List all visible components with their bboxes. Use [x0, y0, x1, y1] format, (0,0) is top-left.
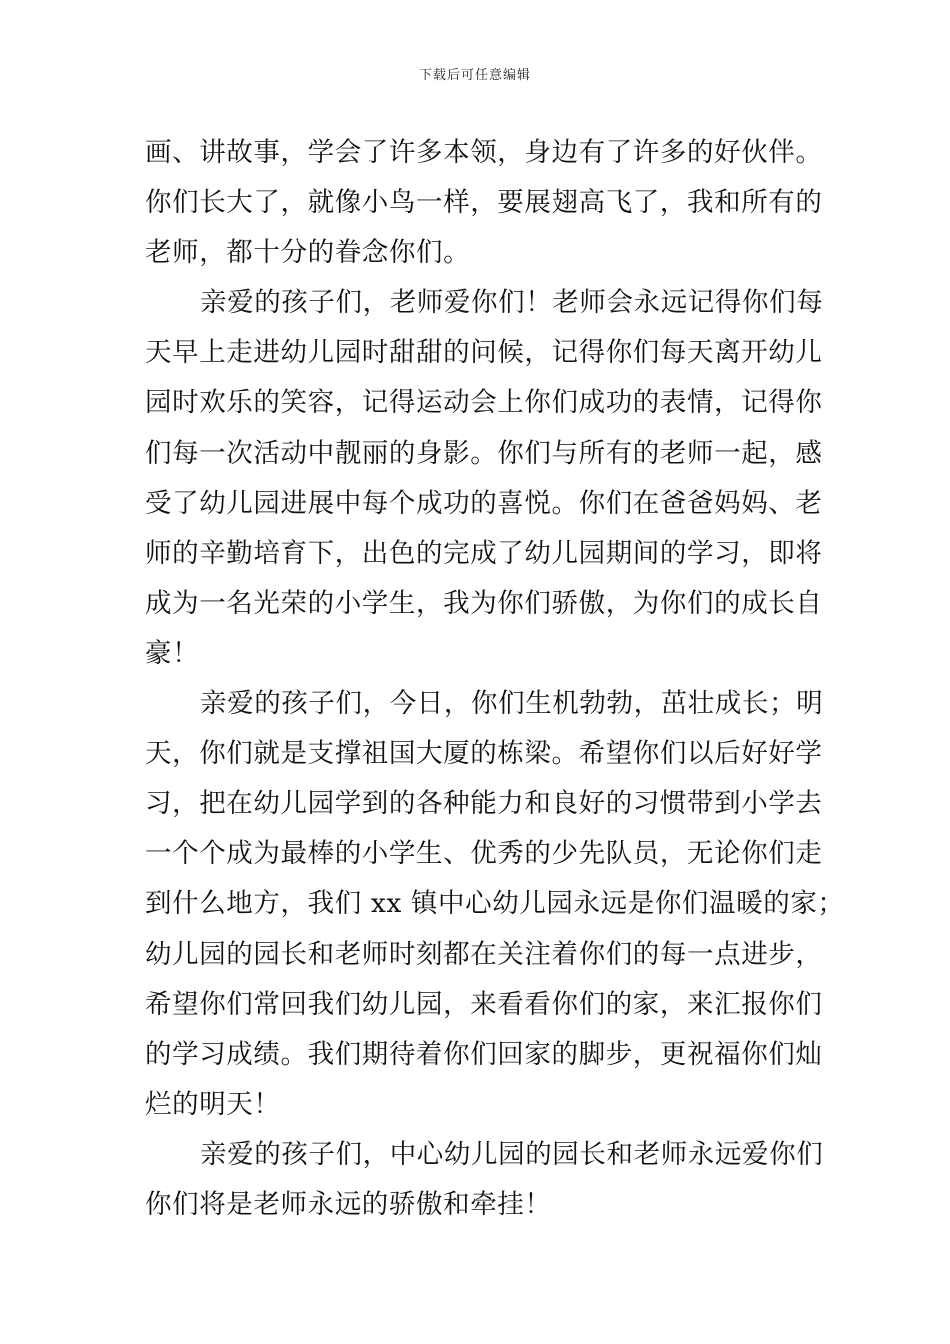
text-line: 画、讲故事，学会了许多本领，身边有了许多的好伙伴。 [145, 137, 823, 168]
text-line: 你们长大了，就像小鸟一样，要展翅高飞了，我和所有的 [145, 187, 823, 219]
text-line: 天，你们就是支撑祖国大厦的栋梁。希望你们以后好好学 [145, 738, 823, 770]
paragraph-first-line: 亲爱的孩子们，今日，你们生机勃勃，茁壮成长；明 [200, 688, 824, 720]
text-line: 到什么地方，我们 xx 镇中心幼儿园永远是你们温暖的家； [145, 888, 845, 920]
text-line: 老师，都十分的眷念你们。 [145, 237, 471, 269]
text-line: 师的辛勤培育下，出色的完成了幼儿园期间的学习，即将 [145, 537, 823, 569]
text-line: 烂的明天！ [145, 1088, 281, 1120]
text-line: 幼儿园的园长和老师时刻都在关注着你们的每一点进步， [145, 938, 823, 970]
page-header: 下载后可任意编辑 [418, 68, 531, 83]
text-line: 习，把在幼儿园学到的各种能力和良好的习惯带到小学去 [145, 788, 823, 820]
text-line: 你们将是老师永远的骄傲和牵挂！ [145, 1188, 552, 1220]
text-line: 的学习成绩。我们期待着你们回家的脚步，更祝福你们灿 [145, 1038, 823, 1070]
paragraph-first-line: 亲爱的孩子们，老师爱你们！老师会永远记得你们每 [200, 287, 824, 319]
text-line: 受了幼儿园进展中每个成功的喜悦。你们在爸爸妈妈、老 [145, 487, 823, 519]
text-line: 成为一名光荣的小学生，我为你们骄傲，为你们的成长自 [145, 587, 823, 619]
text-line: 园时欢乐的笑容，记得运动会上你们成功的表情，记得你 [145, 387, 823, 419]
text-line: 豪！ [145, 637, 200, 669]
paragraph-first-line: 亲爱的孩子们，中心幼儿园的园长和老师永远爱你们 [200, 1138, 824, 1170]
body-text [145, 128, 845, 1230]
text-line: 们每一次活动中靓丽的身影。你们与所有的老师一起，感 [145, 437, 823, 469]
text-line: 希望你们常回我们幼儿园，来看看你们的家，来汇报你们 [145, 988, 823, 1020]
text-line: 天早上走进幼儿园时甜甜的问候，记得你们每天离开幼儿 [145, 337, 823, 369]
text-line: 一个个成为最棒的小学生、优秀的少先队员，无论你们走 [145, 838, 823, 870]
